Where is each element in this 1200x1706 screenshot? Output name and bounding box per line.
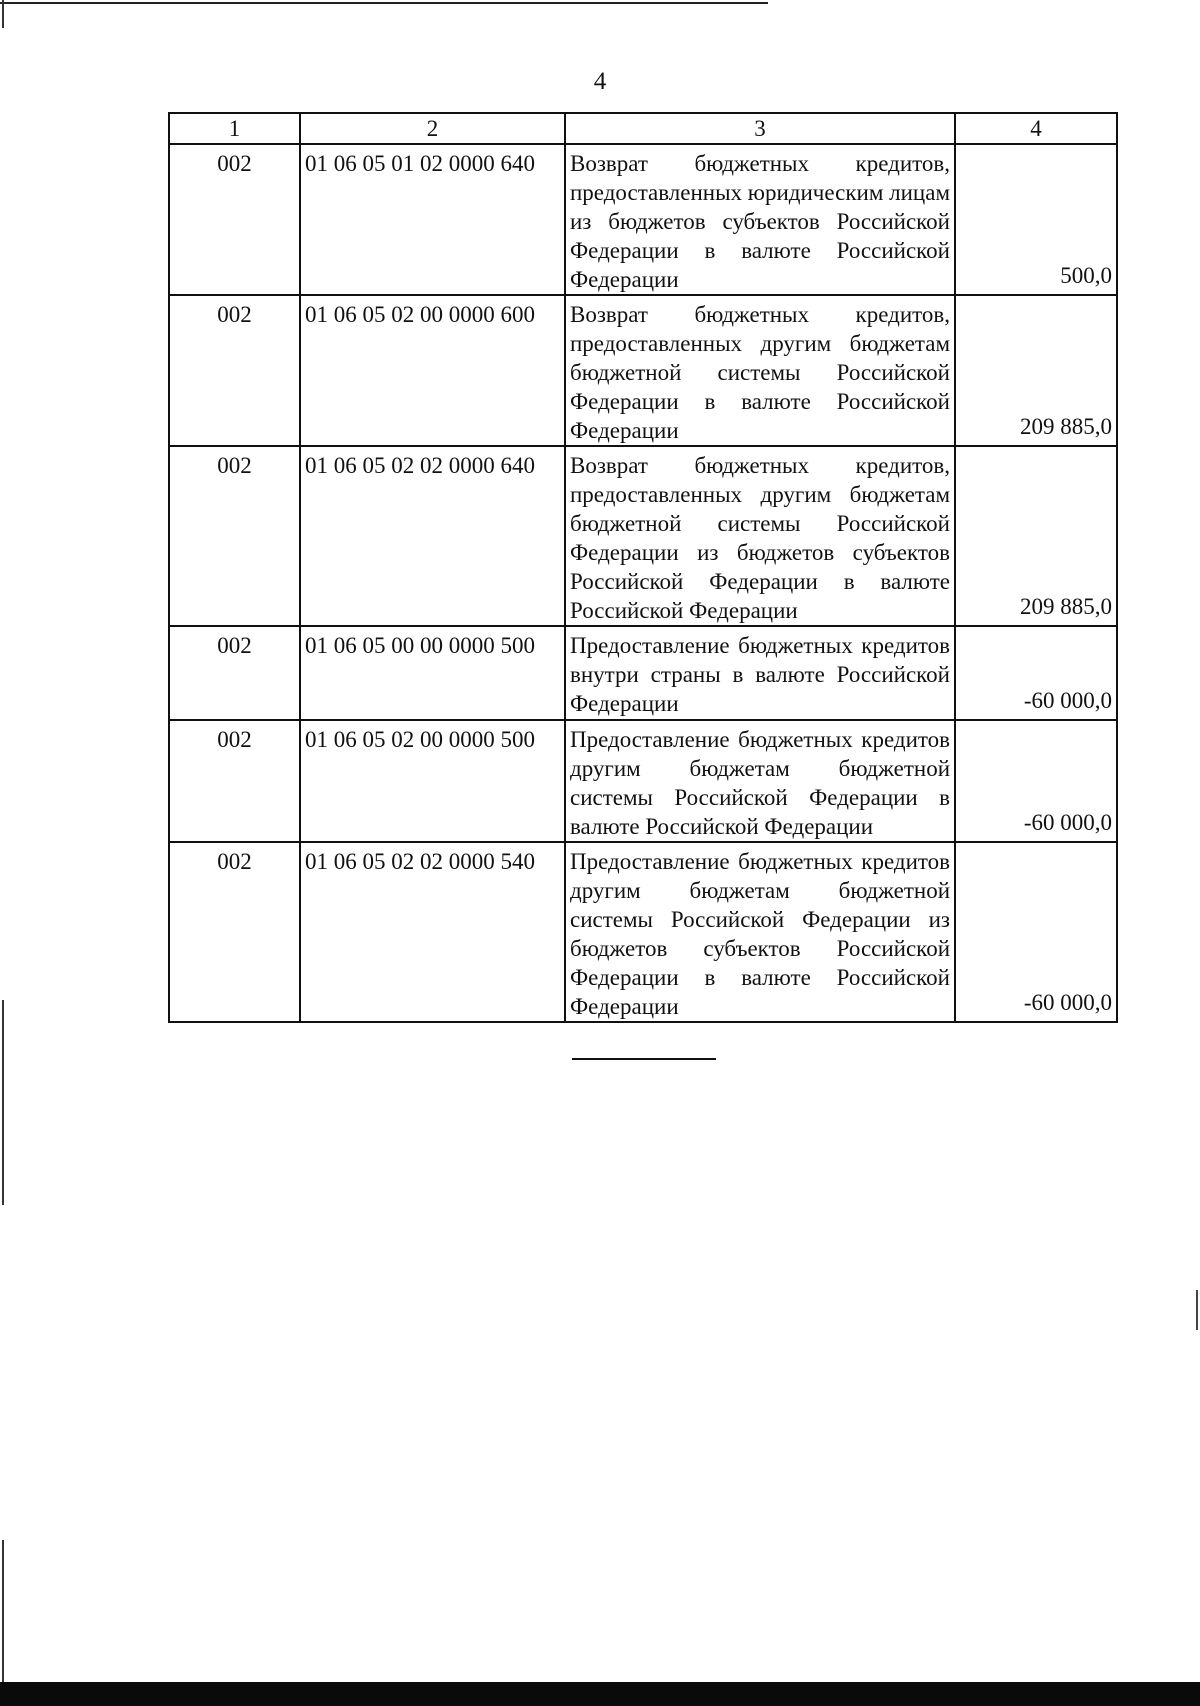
amount-cell: 209 885,0 [955, 446, 1117, 626]
description-cell: Предоставление бюджетных кредитов другим бюджетам бюджетной системы Российской Федерации из бюджетов субъектов Российской Федерации в валюте Российской Федерации [565, 842, 955, 1022]
description-cell: Предоставление бюджетных кредитов внутри страны в валюте Российской Федерации [565, 626, 955, 720]
admin-code-cell: 002 [169, 144, 300, 295]
column-header: 3 [565, 113, 955, 144]
page-number: 4 [593, 68, 607, 95]
kbk-code-cell: 01 06 05 02 02 0000 540 [300, 842, 565, 1022]
column-header: 2 [300, 113, 565, 144]
column-header: 4 [955, 113, 1117, 144]
description-cell: Возврат бюджетных кредитов, предоставленных другим бюджетам бюджетной системы Российской Федерации в валюте Российской Федерации [565, 295, 955, 446]
amount-cell: -60 000,0 [955, 842, 1117, 1022]
end-of-table-rule [572, 1058, 716, 1060]
budget-table [168, 112, 1118, 1023]
column-header: 1 [169, 113, 300, 144]
admin-code-cell: 002 [169, 446, 300, 626]
scan-bottom-strip [0, 1682, 1200, 1706]
scan-left-edge [2, 0, 4, 28]
amount-cell: -60 000,0 [955, 626, 1117, 720]
table-row [169, 144, 1117, 295]
description-cell: Возврат бюджетных кредитов, предоставленных другим бюджетам бюджетной системы Российской Федерации из бюджетов субъектов Российской Федерации в валюте Российской Федерации [565, 446, 955, 626]
amount-cell: -60 000,0 [955, 720, 1117, 842]
kbk-code-cell: 01 06 05 02 00 0000 500 [300, 720, 565, 842]
kbk-code-cell: 01 06 05 02 00 0000 600 [300, 295, 565, 446]
scan-top-edge [0, 2, 768, 4]
description-cell: Предоставление бюджетных кредитов другим бюджетам бюджетной системы Российской Федерации в валюте Российской Федерации [565, 720, 955, 842]
table-row [169, 626, 1117, 720]
kbk-code-cell: 01 06 05 01 02 0000 640 [300, 144, 565, 295]
table-row [169, 446, 1117, 626]
table-row [169, 295, 1117, 446]
kbk-code-cell: 01 06 05 00 00 0000 500 [300, 626, 565, 720]
kbk-code-cell: 01 06 05 02 02 0000 640 [300, 446, 565, 626]
admin-code-cell: 002 [169, 295, 300, 446]
amount-cell: 500,0 [955, 144, 1117, 295]
table-row [169, 720, 1117, 842]
admin-code-cell: 002 [169, 720, 300, 842]
scan-left-edge [2, 1000, 4, 1205]
description-cell: Возврат бюджетных кредитов, предоставленных юридическим лицам из бюджетов субъектов Российской Федерации в валюте Российской Федерации [565, 144, 955, 295]
admin-code-cell: 002 [169, 842, 300, 1022]
scan-left-edge [2, 1540, 4, 1685]
scan-right-edge [1196, 1290, 1198, 1330]
table-row [169, 842, 1117, 1022]
amount-cell: 209 885,0 [955, 295, 1117, 446]
admin-code-cell: 002 [169, 626, 300, 720]
table-header-row [169, 113, 1117, 144]
